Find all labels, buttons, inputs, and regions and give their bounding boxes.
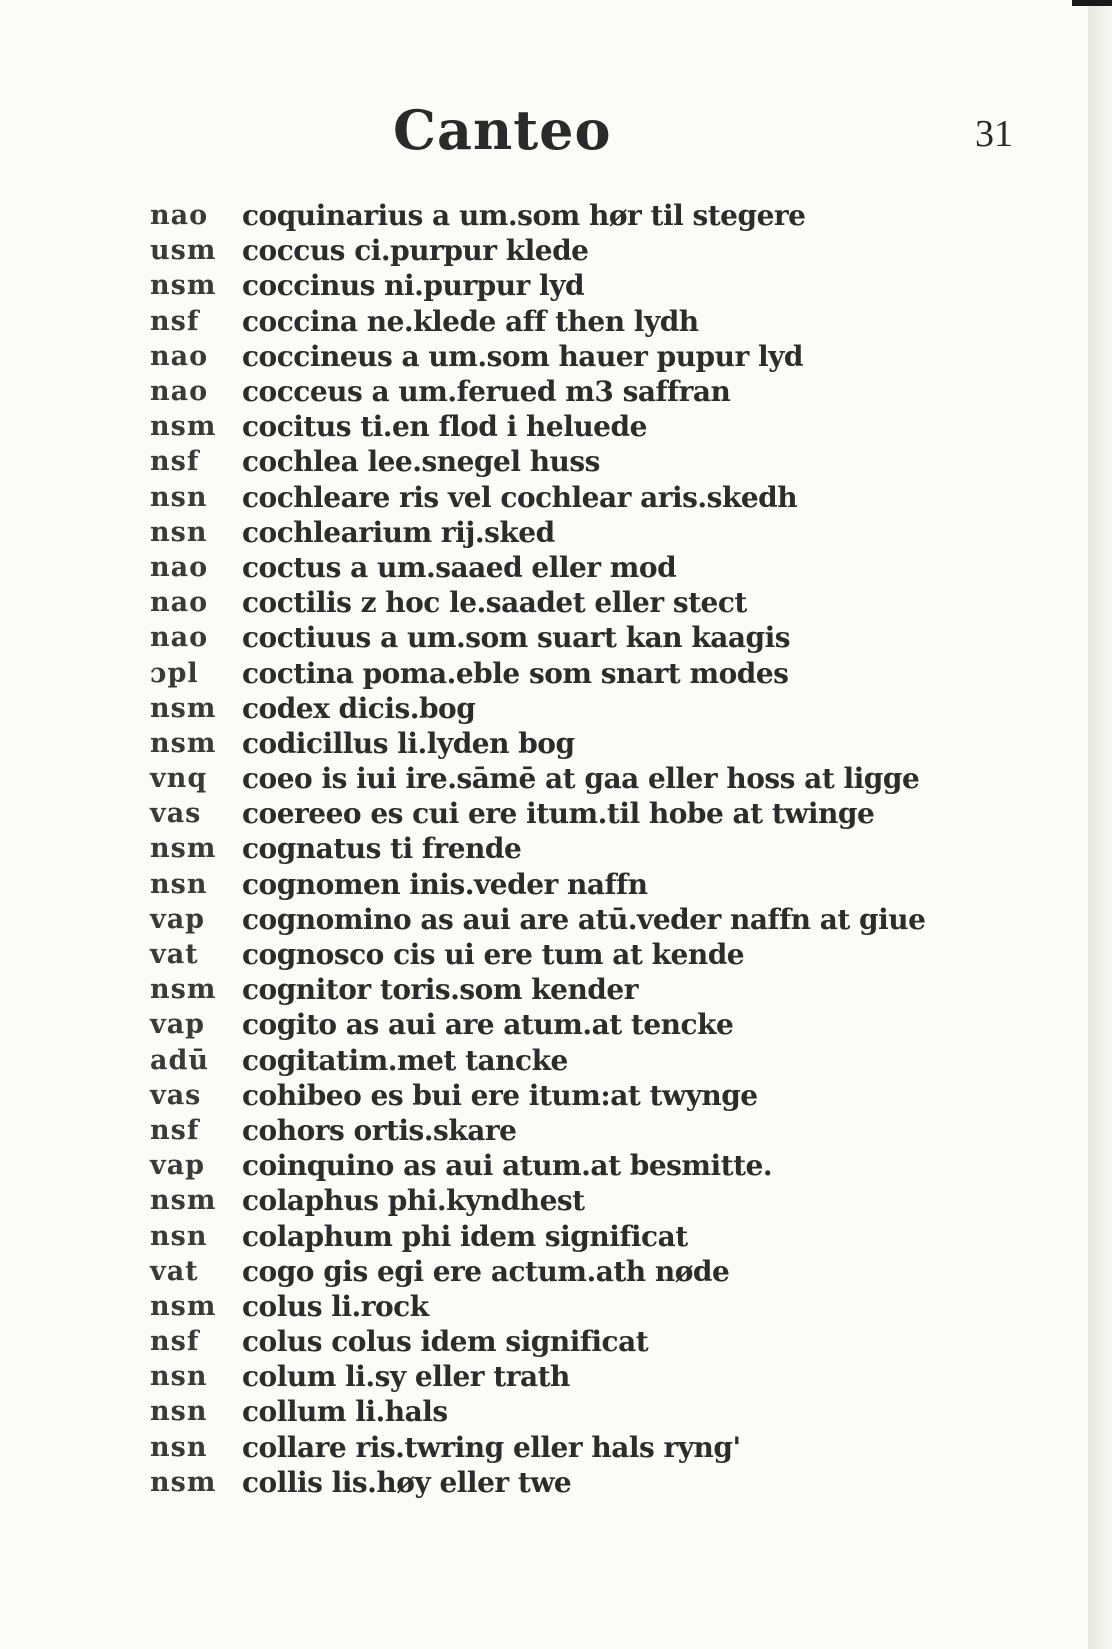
entry-text: collum li.hals (242, 1395, 448, 1429)
grammar-code: vas (150, 798, 202, 830)
grammar-code: nsm (150, 1185, 217, 1217)
grammar-code: nsm (150, 833, 217, 865)
dictionary-entry (150, 550, 930, 585)
dictionary-entry (150, 1043, 930, 1078)
grammar-code: nao (150, 340, 209, 372)
entry-text: codex dicis.bog (242, 691, 476, 725)
entry-text: cogo gis egi ere actum.ath nøde (242, 1254, 730, 1288)
dictionary-entry (150, 1359, 930, 1394)
entry-text: coereeo es cui ere itum.til hobe at twinge (242, 797, 875, 831)
dictionary-entry (150, 1148, 930, 1183)
dictionary-entries (150, 198, 930, 1500)
entry-text: cohors ortis.skare (242, 1113, 517, 1147)
grammar-code: nsn (150, 1396, 208, 1428)
grammar-code: ɔpl (150, 657, 199, 689)
grammar-code: nao (150, 587, 209, 619)
grammar-code: nao (150, 200, 209, 232)
grammar-code: nao (150, 622, 209, 654)
dictionary-entry (150, 1465, 930, 1500)
entry-text: coccus ci.purpur klede (242, 234, 589, 268)
entry-text: coctina poma.eble som snart modes (242, 656, 789, 690)
entry-text: coccinus ni.purpur lyd (242, 269, 585, 303)
grammar-code: usm (150, 235, 217, 267)
entry-text: colus li.rock (242, 1289, 429, 1323)
dictionary-entry (150, 1218, 930, 1253)
entry-text: colus colus idem significat (242, 1325, 649, 1359)
dictionary-entry (150, 1289, 930, 1324)
entry-text: coccina ne.klede aff then lydh (242, 304, 699, 338)
dictionary-entry (150, 409, 930, 444)
dictionary-entry (150, 304, 930, 339)
entry-text: coccineus a um.som hauer pupur lyd (242, 339, 803, 373)
grammar-code: nsf (150, 1326, 200, 1358)
dictionary-entry (150, 620, 930, 655)
dictionary-entry (150, 374, 930, 409)
entry-text: collare ris.twring eller hals ryng' (242, 1430, 741, 1464)
running-head: Canteo (393, 98, 612, 162)
entry-text: cogito as aui are atum.at tencke (242, 1008, 734, 1042)
entry-text: coctus a um.saaed eller mod (242, 550, 677, 584)
grammar-code: vap (150, 1150, 206, 1182)
entry-text: cognomino as aui are atū.veder naffn at giue (242, 902, 926, 936)
entry-text: coinquino as aui atum.at besmitte. (242, 1149, 773, 1183)
dictionary-entry (150, 655, 930, 690)
grammar-code: nsm (150, 1290, 217, 1322)
scan-border (1072, 0, 1112, 6)
grammar-code: nsm (150, 1466, 217, 1498)
grammar-code: nsn (150, 516, 208, 548)
dictionary-entry (150, 339, 930, 374)
entry-text: codicillus li.lyden bog (242, 726, 575, 760)
entry-text: cognitor toris.som kender (242, 973, 638, 1007)
page-number: 31 (975, 113, 1013, 155)
dictionary-entry (150, 831, 930, 866)
dictionary-entry (150, 902, 930, 937)
dictionary-entry (150, 1394, 930, 1429)
entry-text: coctiuus a um.som suart kan kaagis (242, 621, 791, 655)
dictionary-entry (150, 1113, 930, 1148)
dictionary-entry (150, 515, 930, 550)
entry-text: colum li.sy eller trath (242, 1360, 570, 1394)
grammar-code: nsm (150, 974, 217, 1006)
grammar-code: vat (150, 939, 199, 971)
dictionary-entry (150, 796, 930, 831)
grammar-code: nao (150, 551, 209, 583)
dictionary-entry (150, 1078, 930, 1113)
grammar-code: vap (150, 1009, 206, 1041)
grammar-code: nsn (150, 481, 208, 513)
entry-text: coeo is iui ire.sāmē at gaa eller hoss at ligge (242, 762, 920, 796)
dictionary-entry (150, 937, 930, 972)
grammar-code: nsn (150, 1431, 208, 1463)
dictionary-entry (150, 1007, 930, 1042)
grammar-code: nsn (150, 1361, 208, 1393)
grammar-code: nsm (150, 727, 217, 759)
grammar-code: vap (150, 903, 206, 935)
entry-text: colaphum phi idem significat (242, 1219, 688, 1253)
entry-text: cogitatim.met tancke (242, 1043, 568, 1077)
dictionary-entry (150, 1324, 930, 1359)
dictionary-entry (150, 691, 930, 726)
entry-text: cochlearium rij.sked (242, 515, 555, 549)
dictionary-entry (150, 198, 930, 233)
grammar-code: vat (150, 1255, 199, 1287)
entry-text: cocceus a um.ferued m3 saffran (242, 375, 731, 409)
dictionary-entry (150, 480, 930, 515)
grammar-code: adū (150, 1044, 210, 1076)
entry-text: collis lis.høy eller twe (242, 1465, 572, 1499)
grammar-code: nsm (150, 692, 217, 724)
entry-text: cochlea lee.snegel huss (242, 445, 600, 479)
entry-text: cocitus ti.en flod i heluede (242, 410, 647, 444)
grammar-code: nsm (150, 270, 217, 302)
dictionary-entry (150, 1183, 930, 1218)
grammar-code: nao (150, 376, 209, 408)
entry-text: cognosco cis ui ere tum at kende (242, 938, 745, 972)
dictionary-entry (150, 1254, 930, 1289)
dictionary-entry (150, 726, 930, 761)
grammar-code: nsn (150, 1220, 208, 1252)
entry-text: coquinarius a um.som hør til stegere (242, 199, 806, 233)
grammar-code: nsf (150, 305, 200, 337)
entry-text: cognatus ti frende (242, 832, 522, 866)
dictionary-entry (150, 761, 930, 796)
dictionary-entry (150, 268, 930, 303)
dictionary-entry (150, 1430, 930, 1465)
grammar-code: nsf (150, 446, 200, 478)
grammar-code: nsm (150, 411, 217, 443)
entry-text: coctilis z hoc le.saadet eller stect (242, 586, 747, 620)
entry-text: cochleare ris vel cochlear aris.skedh (242, 480, 798, 514)
grammar-code: vas (150, 1079, 202, 1111)
dictionary-entry (150, 972, 930, 1007)
entry-text: colaphus phi.kyndhest (242, 1184, 585, 1218)
entry-text: cognomen inis.veder naffn (242, 867, 648, 901)
dictionary-entry (150, 867, 930, 902)
entry-text: cohibeo es bui ere itum:at twynge (242, 1078, 758, 1112)
dictionary-entry (150, 585, 930, 620)
dictionary-entry (150, 233, 930, 268)
grammar-code: nsn (150, 868, 208, 900)
grammar-code: vnq (150, 763, 208, 795)
grammar-code: nsf (150, 1114, 200, 1146)
page-edge (1088, 0, 1112, 1649)
dictionary-entry (150, 444, 930, 479)
